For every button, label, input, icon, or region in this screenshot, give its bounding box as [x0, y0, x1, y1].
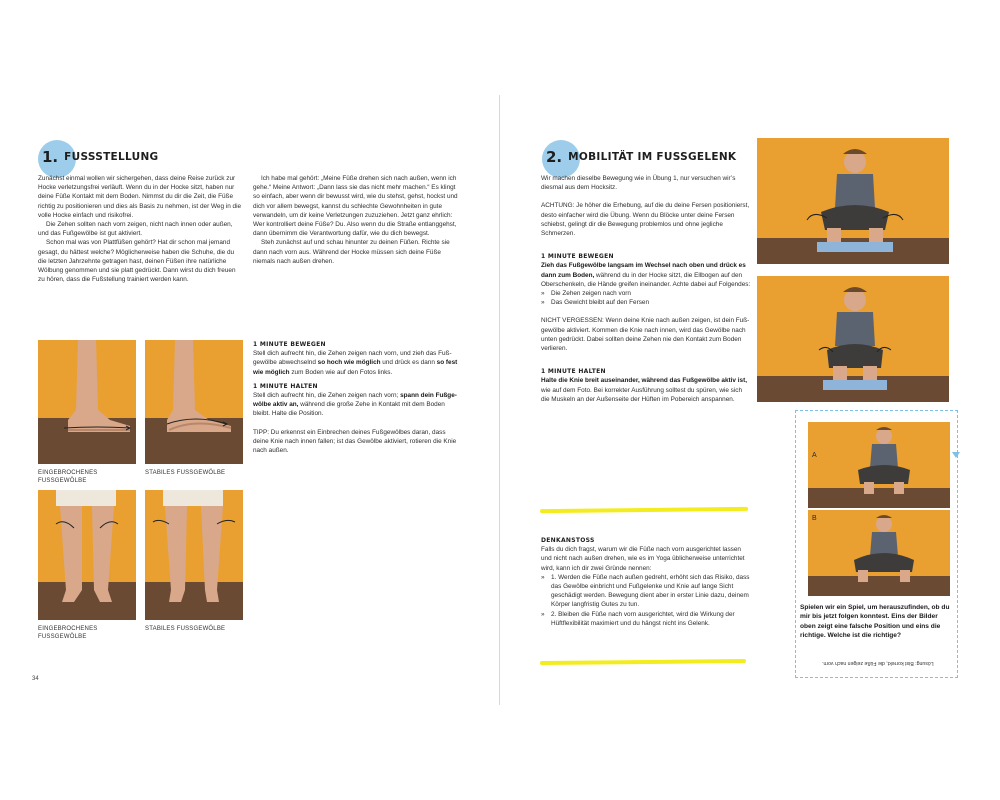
exercise-heading: 1 MINUTE HALTEN — [253, 382, 318, 390]
photo-quiz-a — [808, 422, 950, 508]
section-number: 2. — [546, 148, 563, 166]
quiz-label-a: A — [812, 452, 817, 459]
right-column — [541, 174, 751, 404]
bullet-item: » Das Gewicht bleibt auf den Fersen — [541, 298, 751, 307]
paragraph: Zunächst einmal wollen wir sichergehen, dass deine Reise zurück zur Hocke verletzungsfrei verläuft. Wenn du in der Hocke sitzt, haben nur deine Füße Kontakt mit dem Boden. Nimmst du dir die Zeit, die Füße richtig zu positionieren und dies als Basis zu nehmen, ist der Weg in die volle Hocke einfach und risikofrei. — [38, 175, 242, 219]
exercise-heading: 1 MINUTE HALTEN — [541, 368, 606, 376]
exercise-text: Stell dich aufrecht hin, die Zehen zeigen nach vorn, und zieh das Fußgewölbe abwechselnd so hoch wie möglich und drück es dann so fest wie möglich zum Boden wie auf den Fotos links. — [253, 350, 458, 376]
photo-illustration — [808, 422, 950, 508]
photo-illustration — [757, 138, 949, 264]
photo-illustration — [757, 276, 949, 402]
paragraph: Steh zunächst auf und schau hinunter zu deinen Füßen. Richte sie dann nach vorn aus. Während der Hocke müssen sich deine Füße niemals nach außen drehen. — [253, 239, 450, 265]
exercise-text: Halte die Knie breit auseinander, während das Fußgewölbe aktiv ist, wie auf dem Foto. Bei korrekter Ausführung solltest du spüren, wie sich die Muskeln an der Außenseite der Hüften im Pobereich anspannen. — [541, 377, 747, 403]
photo-caption: STABILES FUSSGEWÖLBE — [145, 626, 226, 632]
photo-caption: EINGEBROCHENES FUSSGEWÖLBE — [38, 470, 98, 484]
paragraph: Falls du dich fragst, warum wir die Füße nach vorn ausgerichtet lassen und nicht nach außen drehen, wie es im Yoga üblicherweise unterrichtet wird, kann ich dir zwei Gründe nennen: — [541, 546, 745, 572]
photo-stable-arch-side — [145, 340, 243, 464]
page-number: 34 — [32, 676, 39, 682]
bullet-item: » 2. Bleiben die Füße nach vorn ausgerichtet, wird die Wirkung der Hüftflexibilität maximiert und du hängst nicht ins Gelenk. — [541, 610, 751, 628]
highlight-bar-bottom — [540, 659, 746, 665]
photo-illustration — [808, 510, 950, 596]
denkanstoss-box — [541, 536, 751, 628]
left-column-2 — [253, 174, 459, 266]
left-exercises — [253, 340, 459, 455]
paragraph: ACHTUNG: Je höher die Erhebung, auf die du deine Fersen positionierst, desto einfacher wird die Übung. Wenn du Blöcke unter deine Fersen schiebst, gelingt dir die Bewegung problemlos und ohne jegliche Schmerzen. — [541, 202, 750, 238]
exercise-text: Stell dich aufrecht hin, die Zehen zeigen nach vorn; spann dein Fußgewölbe aktiv an, während die große Zehe in Kontakt mit dem Boden bleibt. Halte die Position. — [253, 392, 457, 418]
quiz-label-b: B — [812, 515, 817, 522]
photo-stable-arch-front — [145, 490, 243, 620]
tip-text: TIPP: Du erkennst ein Einbrechen deines Fußgewölbes daran, dass deine Knie nach innen fallen; ist das Gewölbe aktiviert, rotieren die Knie nach außen. — [253, 428, 457, 455]
photo-illustration — [145, 340, 243, 464]
photo-illustration — [145, 490, 243, 620]
photo-squat-1 — [757, 138, 949, 264]
photo-squat-2 — [757, 276, 949, 402]
quiz-solution: Lösung: Bist korrekt, die Füße zeigen nach vorn. — [822, 660, 934, 666]
section-title: FUSSSTELLUNG — [64, 151, 159, 163]
photo-collapsed-arch-side — [38, 340, 136, 464]
highlight-bar-top — [540, 507, 748, 513]
exercise-heading: 1 MINUTE BEWEGEN — [253, 341, 326, 348]
paragraph: Ich habe mal gehört: „Meine Füße drehen sich nach außen, wenn ich gehe.“ Meine Antwort: „Dann lass sie das nicht mehr machen.“ Es klingt so einfach, aber wenn dir bewusst wird, wie du stehst, gehst, hockst und dich vor allem bewegst, kannst du schlechte Gewohnheiten in gute verwandeln, um dir keine Verletzungen zuzuziehen. Jetzt ganz ehrlich: Wer kontrolliert deine Füße? Du. Also wenn du die Straße entlanggehst, dann übernimm die Verantwortung dafür, wie du dich bewegst. — [253, 175, 458, 238]
photo-caption: STABILES FUSSGEWÖLBE — [145, 470, 226, 476]
paragraph: NICHT VERGESSEN: Wenn deine Knie nach außen zeigen, ist dein Fußgewölbe aktiviert. Kommen die Knie nach innen, wird das Gewölbe nach unten gedrückt. Dabei sollten deine Zehen nie den Kontakt zum Boden verlieren. — [541, 317, 750, 353]
paragraph: Schon mal was von Plattfüßen gehört? Hat dir schon mal jemand gesagt, du hättest welche? Möglicherweise haben die Schuhe, die du die letzten Jahrzehnte getragen hast, deinen Füßen ihre natürliche Wölbung genommen und sie platt gedrückt. Dann wirst du dich freuen zu hören, dass die Fußstellung trainiert werden kann. — [38, 239, 236, 284]
section-number: 1. — [42, 148, 59, 166]
photo-illustration — [38, 490, 136, 620]
exercise-text: Zieh das Fußgewölbe langsam im Wechsel nach oben und drück es dann zum Boden, während du in der Hocke sitzt, die Ellbogen auf den Oberschenkeln, die Hände greifen ineinander. Achte dabei auf Folgendes: — [541, 262, 751, 288]
page-gutter — [499, 95, 500, 705]
denkanstoss-heading: DENKANSTOSS — [541, 537, 595, 544]
bullet-item: » 1. Werden die Füße nach außen gedreht, erhöht sich das Risiko, dass das Gewölbe einbricht und Fußgelenke und Knie auf lange Sicht geschädigt werden. Bewegung dient aber in erster Linie dazu, deinem Körper langfristig Gutes zu tun. — [541, 573, 751, 610]
paragraph: Wir machen dieselbe Bewegung wie in Übung 1, nur versuchen wir’s diesmal aus dem Hocksitz. — [541, 175, 736, 192]
arrow-down-icon — [952, 452, 960, 458]
photo-collapsed-arch-front — [38, 490, 136, 620]
left-column-1 — [38, 174, 244, 284]
paragraph: Die Zehen sollten nach vorn zeigen, nicht nach innen oder außen, und das Fußgewölbe ist gut aktiviert. — [38, 221, 233, 238]
exercise-heading: 1 MINUTE BEWEGEN — [541, 253, 614, 261]
quiz-question: Spielen wir ein Spiel, um herauszufinden, ob du mir bis jetzt folgen konntest. Eins der Bilder oben zeigt eine falsche Position und eins die richtige. Welche ist die richtige? — [800, 604, 950, 640]
photo-illustration — [38, 340, 136, 464]
photo-quiz-b — [808, 510, 950, 596]
section-title: MOBILITÄT IM FUSSGELENK — [568, 151, 737, 163]
section-heading-1 — [42, 148, 158, 166]
photo-caption: EINGEBROCHENES FUSSGEWÖLBE — [38, 626, 98, 640]
section-heading-2 — [546, 148, 736, 166]
bullet-item: » Die Zehen zeigen nach vorn — [541, 289, 751, 298]
